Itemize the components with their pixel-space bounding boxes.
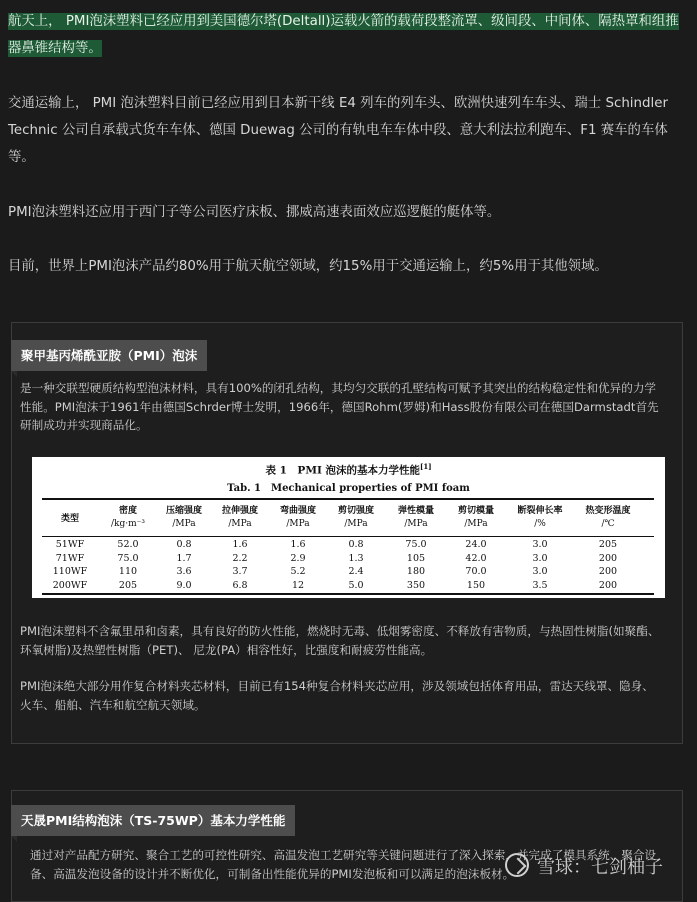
table-header-unit-4: /MPa (286, 519, 310, 529)
table-cell: 1.6 (290, 539, 306, 550)
table-cell: 6.8 (232, 579, 248, 591)
table-header-unit-1: /kg·m⁻³ (110, 519, 145, 529)
table-title-en: Tab. 1 Mechanical properties of PMI foam (227, 483, 470, 494)
table-cell: 51WF (55, 539, 85, 550)
paragraph-aerospace (8, 8, 688, 62)
table-cell: 9.0 (176, 579, 192, 591)
table-cell: 3.0 (532, 539, 548, 550)
table-cell: 3.6 (176, 566, 192, 577)
table-cell: 75.0 (405, 539, 427, 550)
table-cell: 1.3 (348, 552, 364, 564)
card-label-ts75wp: 天晟PMI结构泡沫（TS-75WP）基本力学性能 (11, 805, 295, 836)
table-cell: 205 (118, 579, 138, 591)
mechanical-properties-table (32, 457, 665, 598)
table-cell: 5.2 (290, 566, 306, 577)
table-cell: 2.2 (232, 552, 248, 564)
table-cell: 0.8 (348, 539, 364, 550)
table-cell: 150 (466, 579, 486, 591)
table-header-unit-9: /℃ (601, 519, 615, 529)
table-cell: 105 (406, 552, 426, 564)
table-cell: 350 (406, 579, 426, 591)
table-cell: 3.0 (532, 566, 548, 577)
highlighted-text: 航天上， PMI泡沫塑料已经应用到美国德尔塔(Deltall)运载火箭的载荷段整流罩、级间段、中间体、隔热罩和组推器鼻锥结构等。 (8, 14, 679, 56)
table-header-5: 剪切强度 (337, 506, 374, 516)
table-title-cn: 表 1 PMI 泡沫的基本力学性能[1] (265, 462, 432, 477)
xueqiu-logo-icon (505, 853, 529, 877)
table-top-rule (42, 498, 654, 500)
table-header-9: 热变形温度 (585, 506, 631, 516)
table-cell: 110 (118, 566, 138, 577)
table-header-8: 断裂伸长率 (517, 506, 563, 516)
table-header-2: 压缩强度 (165, 506, 202, 516)
table-cell: 5.0 (348, 579, 364, 591)
table-cell: 12 (291, 579, 305, 591)
watermark (505, 851, 695, 881)
card-label-pmi-foam: 聚甲基丙烯酰亚胺（PMI）泡沫 (11, 340, 207, 371)
table-cell: 180 (406, 566, 426, 577)
card-ts75wp-text: 通过对产品配方研究、聚合工艺的可控性研究、高温发泡工艺研究等关键问题进行了深入探索，并完成了模具系统、聚合设备、高温发泡设备的设计并不断优化，可制备出性能优异的PMI发泡板和可以满足的泡沫板材。 (30, 848, 657, 881)
table-cell: 75.0 (117, 552, 139, 564)
table-cell: 110WF (52, 566, 88, 577)
table-cell: 3.7 (232, 566, 248, 577)
table-header-unit-8: /% (534, 519, 546, 529)
table-cell: 200WF (52, 579, 88, 591)
table-header-unit-7: /MPa (464, 519, 488, 529)
table-header-0: 类型 (60, 514, 79, 524)
table-cell: 1.6 (232, 539, 248, 550)
table-header-rule (42, 536, 654, 537)
table-cell: 3.5 (532, 579, 548, 591)
paragraph-transport: 交通运输上， PMI 泡沫塑料目前已经应用到日本新干线 E4 列车的列车头、欧洲快速列车车头、瑞士 Schindler Technic 公司自承载式货车车体、德国 Duewag 公司的有轨电车车体中段、意大利法拉利跑车、F1 赛车的车体等。 (8, 96, 668, 165)
table-cell: 3.0 (532, 552, 548, 564)
table-cell: 0.8 (176, 539, 192, 550)
card-intro-text: 是一种交联型硬质结构型泡沫材料，具有100%的闭孔结构，其均匀交联的孔壁结构可赋予其突出的结构稳定性和优异的力学性能。PMI泡沫于1961年由德国Schrder博士发明，1966年，德国Rohm(罗姆)和Hass股份有限公司在德国Darmstadt首先研制成功并实现商品化。 (20, 381, 659, 432)
card-applications-text: PMI泡沫绝大部分用作复合材料夹芯材料，目前已有154种复合材料夹芯应用，涉及领域包括体育用品，雷达天线罩、隐身、火车、船舶、汽车和航空航天领域。 (20, 679, 654, 712)
table-header-unit-3: /MPa (228, 519, 252, 529)
table-cell: 1.7 (176, 552, 192, 564)
table-cell: 2.4 (348, 566, 364, 577)
table-header-unit-2: /MPa (172, 519, 196, 529)
table-cell: 200 (598, 579, 618, 591)
table-cell: 24.0 (465, 539, 487, 550)
paragraph-market-share: 目前，世界上PMI泡沫产品约80%用于航天航空领域，约15%用于交通运输上，约5%用于其他领域。 (8, 259, 608, 274)
table-header-unit-6: /MPa (404, 519, 428, 529)
table-header-3: 拉伸强度 (221, 506, 258, 516)
table-cell: 2.9 (290, 552, 306, 564)
table-header-4: 弯曲强度 (279, 506, 316, 516)
table-header-unit-5: /MPa (344, 519, 368, 529)
card-fire-resistance-text: PMI泡沫塑料不含氟里昂和卤素，具有良好的防火性能，燃烧时无毒、低烟雾密度、不释放有害物质，与热固性树脂(如聚酯、环氧树脂)及热塑性树脂（PET)、 尼龙(PA）相容性好，比强度和耐疲劳性能高。 (20, 624, 660, 657)
table-cell: 200 (598, 566, 618, 577)
table-header-6: 弹性模量 (397, 506, 434, 516)
table-cell: 70.0 (465, 566, 487, 577)
table-header-7: 剪切模量 (457, 506, 494, 516)
table-header-1: 密度 (118, 506, 137, 516)
table-cell: 42.0 (465, 552, 487, 564)
paragraph-other-uses: PMI泡沫塑料还应用于西门子等公司医疗床板、挪威高速表面效应巡逻艇的艇体等。 (8, 205, 501, 220)
table-bottom-rule (42, 593, 654, 595)
table-cell: 200 (598, 552, 618, 564)
table-cell: 205 (598, 539, 618, 550)
watermark-text: 雪球：七剑柚子 (537, 857, 663, 878)
table-cell: 71WF (55, 552, 85, 564)
table-cell: 52.0 (117, 539, 139, 550)
